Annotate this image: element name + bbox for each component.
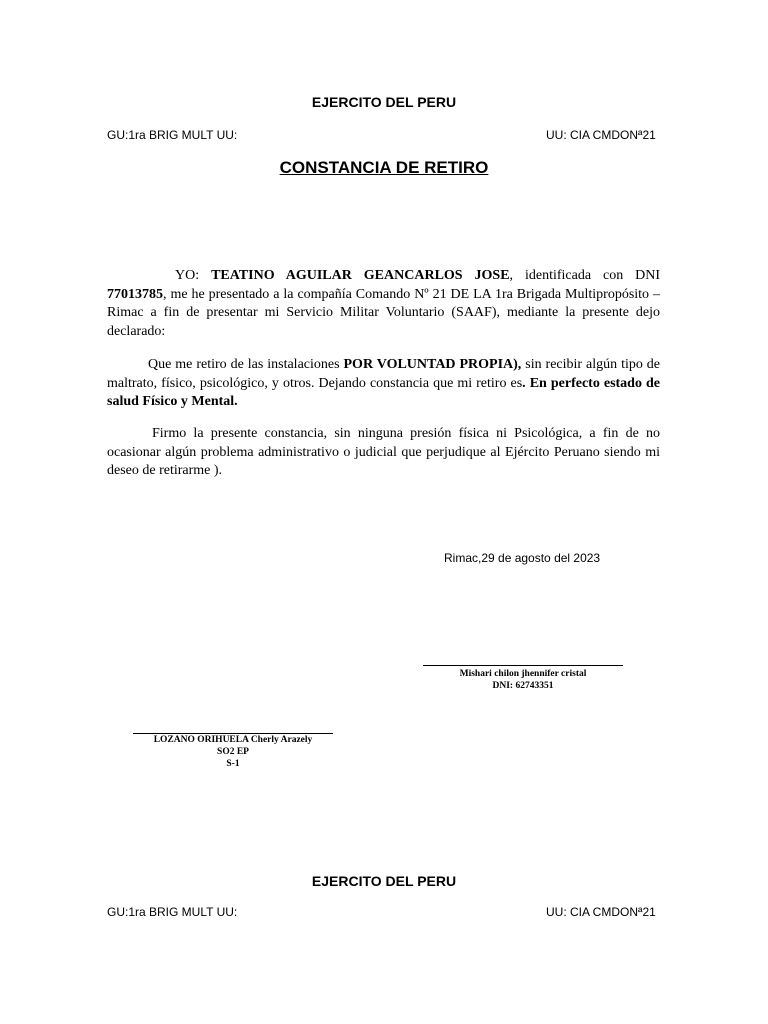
footer-unit-left: GU:1ra BRIG MULT UU: (107, 905, 238, 919)
officer-unit: S-1 (226, 759, 240, 769)
date-line: Rimac,29 de agosto del 2023 (444, 551, 601, 565)
header-unit-right: UU: CIA CMDONª21 (546, 128, 656, 142)
footer-unit-right: UU: CIA CMDONª21 (546, 905, 656, 919)
paragraph-withdrawal (107, 356, 660, 412)
signature-name: Mishari chilon jhennifer cristal (459, 669, 587, 679)
signature-block-declarant (423, 668, 623, 692)
officer-name: LOZANO ORIHUELA Cherly Arazely (153, 735, 313, 745)
signature-dni: DNI: 62743351 (492, 681, 554, 691)
paragraph-declaration (107, 267, 660, 341)
header-unit-left: GU:1ra BRIG MULT UU: (107, 128, 238, 142)
voluntary-statement: POR VOLUNTAD PROPIA), (343, 357, 522, 372)
document-title: CONSTANCIA DE RETIRO (279, 158, 489, 177)
yo-label: YO: (175, 268, 200, 283)
declarant-dni: 77013785 (107, 286, 163, 302)
health-statement: . En perfecto estado de salud Físico y Mental. (107, 375, 661, 409)
para2-text-a: Que me retiro de las instalaciones (148, 357, 340, 372)
signature-line-declarant (423, 665, 623, 666)
officer-rank: SO2 EP (217, 747, 249, 757)
header-title: EJERCITO DEL PERU (311, 94, 457, 110)
para2-text-b: sin recibir algún tipo de maltrato, físico, psicológico, y otros. Dejando constancia que mi retiro es (107, 357, 661, 391)
para1-text-a: , identificada con DNI (509, 268, 661, 283)
para1-text-b: , me he presentado a la compañía Comando Nº 21 DE LA 1ra Brigada Multipropósito – Rimac a fin de presentar mi Servicio Militar Voluntario (SAAF), mediante la presente dejo declarado: (107, 286, 660, 339)
footer-header-title: EJERCITO DEL PERU (311, 873, 457, 889)
declarant-name: TEATINO AGUILAR GEANCARLOS JOSE (211, 268, 510, 283)
signature-block-officer (133, 734, 333, 770)
paragraph-signature-statement: Firmo la presente constancia, sin ninguna presión física ni Psicológica, a fin de no ocasionar algún problema administrativo o judicial que perjudique al Ejército Peruano siendo mi deseo de retirarme ). (107, 426, 660, 478)
